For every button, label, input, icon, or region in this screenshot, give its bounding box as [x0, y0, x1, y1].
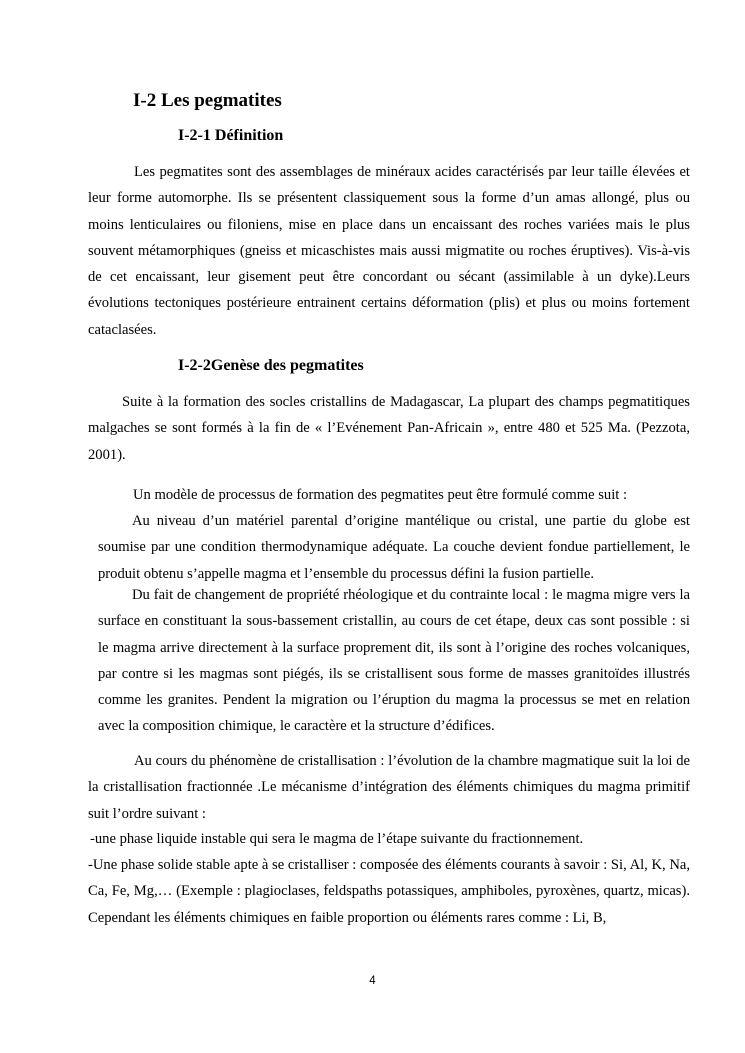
genese-paragraph-2: Au niveau d’un matériel parental d’origine mantélique ou cristal, une partie du globe est soumise par une condition thermodynamique adéquate. La couche devient fondue partiellement, le produit obtenu s’appelle magma et l’ensemble du processus défini la fusion partielle.: [98, 513, 690, 582]
page-number: 4: [369, 975, 376, 987]
genese-paragraph-1: Suite à la formation des socles cristallins de Madagascar, La plupart des champs pegmatitiques malgaches se sont formés à la fin de « l’Evénement Pan-Africain », entre 480 et 525 Ma. (Pezzota, 2001).: [88, 394, 690, 463]
genese-paragraph-4: Au cours du phénomène de cristallisation : l’évolution de la chambre magmatique suit la loi de la cristallisation fractionnée .Le mécanisme d’intégration des éléments chimiques du magma primitif suit l’ordre suivant :: [88, 753, 690, 822]
definition-paragraph: Les pegmatites sont des assemblages de minéraux acides caractérisés par leur taille élevées et leur forme automorphe. Ils se présentent classiquement sous la forme d’un amas allongé, plus ou moins lenticulaires ou filoniens, mise en place dans un encaissant des roches variées mais le plus souvent métamorphiques (gneiss et micaschistes mais aussi migmatite ou roches éruptives). Vis-à-vis de cet encaissant, leur gisement peut être concordant ou sécant (assimilable à un dyke).Leurs évolutions tectoniques postérieure entrainent certains déformation (plis) et plus ou moins fortement cataclasées.: [88, 164, 690, 338]
section-heading-pegmatites: I-2 Les pegmatites: [133, 90, 282, 111]
model-intro-line: Un modèle de processus de formation des pegmatites peut être formulé comme suit :: [133, 487, 628, 503]
genese-paragraph-3: Du fait de changement de propriété rhéologique et du contrainte local : le magma migre vers la surface en constituant la sous-bassement cristallin, au cours de cet étape, deux cas sont possible : si le magma arrive directement à la surface proprement dit, ils sont à l’origine des roches volcaniques, par contre si les magmas sont piégés, ils se cristallisent sous forme de masses granitoïdes illustrés comme les granites. Pendent la migration ou l’éruption du magma la processus se met en relation avec la composition chimique, le caractère et la structure d’édifices.: [98, 587, 690, 735]
solid-phase-paragraph: -Une phase solide stable apte à se cristalliser : composée des éléments courants à savoir : Si, Al, K, Na, Ca, Fe, Mg,… (Exemple : plagioclases, feldspaths potassiques, amphiboles, pyroxènes, quartz, micas). Cependant les éléments chimiques en faible proportion ou éléments rares comme : Li, B,: [88, 857, 690, 926]
subsection-title-genese: I-2-2Genèse des pegmatites: [178, 357, 364, 374]
liquid-phase-line: -une phase liquide instable qui sera le magma de l’étape suivante du fractionnement.: [90, 831, 584, 847]
subsection-title-definition: I-2-1 Définition: [178, 127, 284, 144]
